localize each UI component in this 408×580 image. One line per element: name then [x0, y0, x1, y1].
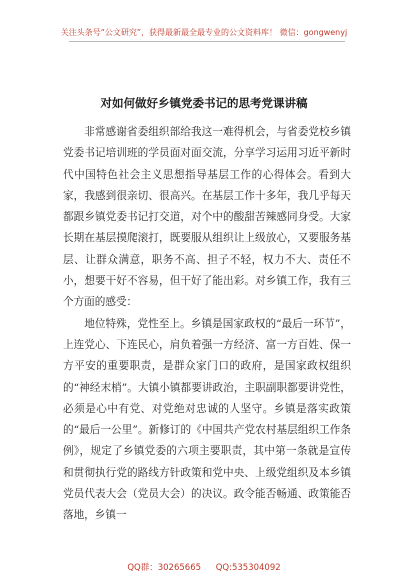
footer-qq-group: QQ群：30265665: [127, 563, 202, 573]
footer-contact: [0, 561, 408, 573]
header-divider: [69, 41, 345, 42]
document-body: [63, 122, 351, 527]
body-paragraph: 非常感谢省委组织部给我这一难得机会，与省委党校乡镇党委书记培训班的学员面对面交流，分享学习运用习近平新时代中国特色社会主义思想指导基层工作的心得体会。看到大家，我感到很亲切、很高兴。在基层工作十多年，我几乎每天都跟乡镇党委书记打交道，对个中的酸甜苦辣感同身受。大家长期在基层摸爬滚打，既要服从组织让上级放心，又要服务基层、让群众满意，职务不高、担子不轻，权力不大、责任不小，想要干好不容易，但干好了能出彩。对乡镇工作，我有三个方面的感受：: [63, 126, 351, 309]
footer-qq: QQ:535304092: [215, 563, 281, 573]
document-title: 对如何做好乡镇党委书记的思考党课讲稿: [100, 96, 308, 110]
body-paragraph: 地位特殊，党性至上。乡镇是国家政权的“最后一环节”，上连党心、下连民心，肩负着强一方经济、富一方百姓、保一方平安的重要职责，是群众家门口的政府，是国家政权组织的“神经末梢”。大镇小镇都要讲政治，主职副职都要讲党性，必须是心中有党、对党绝对忠诚的人坚守。乡镇是落实政策的“最后一公里”。新修订的《中国共产党农村基层组织工作条例》，规定了乡镇党委的六项主要职责，其中第一条就是宣传和贯彻执行党的路线方针政策和党中央、上级党组织及本乡镇党员代表大会（党员大会）的决议。政令能否畅通、政策能否落地，乡镇一: [63, 317, 351, 522]
header-promo-banner: 关注头条号“公文研究”，获得最新最全最专业的公文资料库！ 微信：gongwenyj: [60, 28, 348, 37]
